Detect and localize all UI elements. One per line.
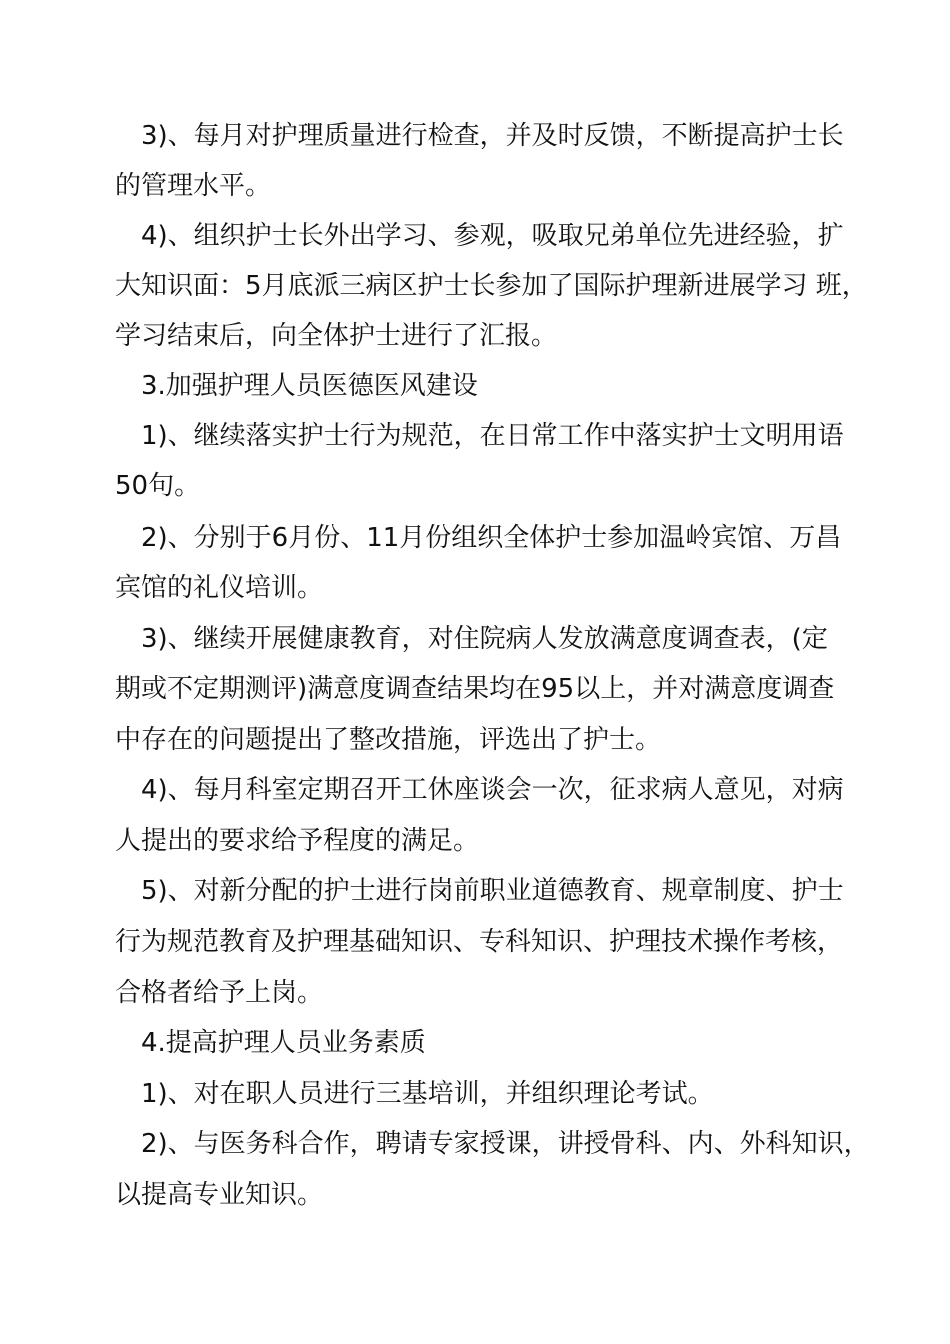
paragraph-line: 宾馆的礼仪培训。: [115, 573, 324, 603]
paragraph-line: 4)、每月科室定期召开工休座谈会一次，征求病人意见，对病: [141, 775, 844, 805]
section-heading: 4.提高护理人员业务素质: [141, 1028, 426, 1058]
paragraph-line: 期或不定期测评)满意度调查结果均在95以上，并对满意度调查: [115, 674, 835, 704]
paragraph-line: 1)、对在职人员进行三基培训，并组织理论考试。: [141, 1079, 714, 1109]
paragraph-line: 学习结束后，向全体护士进行了汇报。: [115, 321, 558, 351]
paragraph-line: 以提高专业知识。: [115, 1180, 324, 1210]
paragraph-line: 4)、组织护士长外出学习、参观，吸取兄弟单位先进经验，扩: [141, 221, 844, 251]
paragraph-line: 1)、继续落实护士行为规范，在日常工作中落实护士文明用语: [141, 421, 844, 451]
paragraph-line: 行为规范教育及护理基础知识、专科知识、护理技术操作考核，: [115, 927, 844, 957]
paragraph-line: 人提出的要求给予程度的满足。: [115, 826, 480, 856]
paragraph-line: 50句。: [115, 471, 201, 501]
paragraph-line: 的管理水平。: [115, 171, 272, 201]
paragraph-line: 3)、继续开展健康教育，对住院病人发放满意度调查表，(定: [141, 624, 828, 654]
section-heading: 3.加强护理人员医德医风建设: [141, 371, 478, 401]
paragraph-line: 2)、分别于6月份、11月份组织全体护士参加温岭宾馆、万昌: [141, 523, 842, 553]
paragraph-line: 中存在的问题提出了整改措施，评选出了护士。: [115, 725, 662, 755]
paragraph-line: 大知识面：5月底派三病区护士长参加了国际护理新进展学习 班，: [115, 271, 868, 301]
paragraph-line: 2)、与医务科合作，聘请专家授课，讲授骨科、内、外科知识，: [141, 1129, 870, 1159]
paragraph-line: 合格者给予上岗。: [115, 978, 324, 1008]
paragraph-line: 5)、对新分配的护士进行岗前职业道德教育、规章制度、护士: [141, 876, 844, 906]
paragraph-line: 3)、每月对护理质量进行检查，并及时反馈，不断提高护士长: [141, 121, 844, 151]
